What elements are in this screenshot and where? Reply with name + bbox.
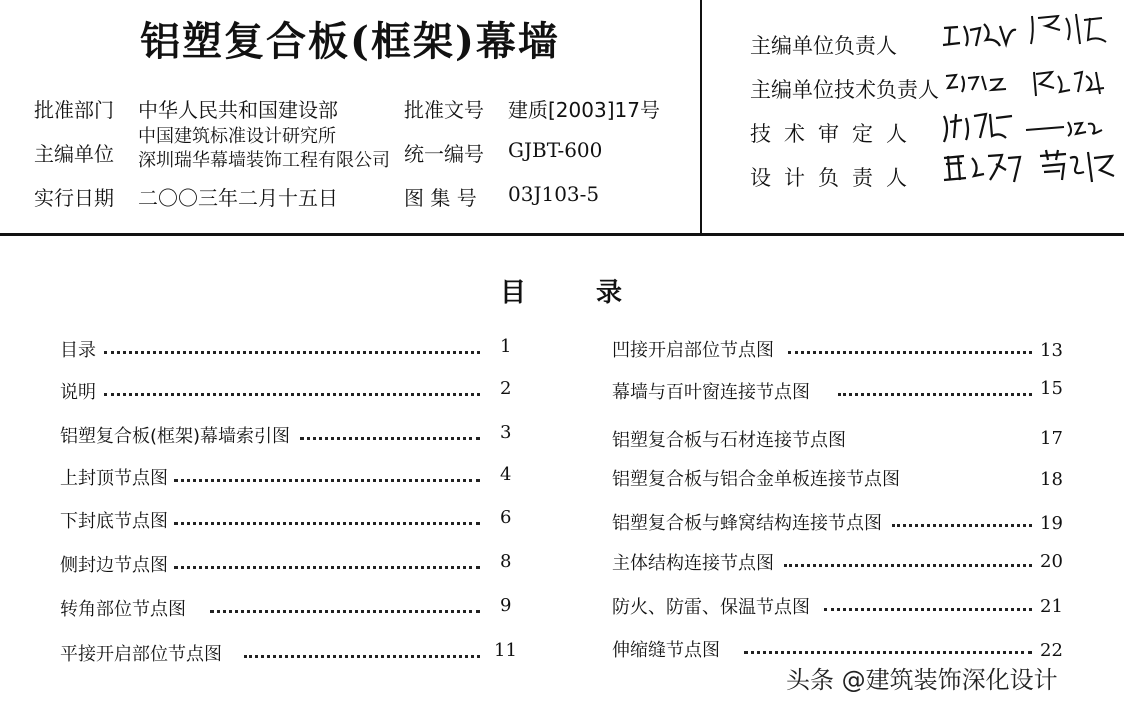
toc-leader-dots — [744, 651, 1032, 654]
toc-entry — [60, 640, 520, 668]
toc-entry-page: 3 — [500, 422, 512, 443]
approval-dept-label: 批准部门 — [34, 98, 114, 122]
toc-heading: 目录 — [500, 278, 693, 308]
toc-entry-page: 11 — [494, 640, 517, 661]
signature-image — [940, 150, 1026, 190]
toc-entry — [612, 465, 1072, 493]
atlas-no-value: 03J103-5 — [508, 182, 600, 206]
toc-entry-label: 伸缩缝节点图 — [612, 636, 726, 662]
toc-entry — [60, 336, 520, 364]
toc-entry-page: 8 — [500, 551, 512, 572]
toc-entry-label: 说明 — [60, 378, 102, 404]
toc-leader-dots — [300, 437, 480, 440]
approval-no-value: 建质[2003]17号 — [508, 98, 660, 122]
signature-image — [1028, 10, 1110, 50]
document-title: 铝塑复合板(框架)幕墙 — [140, 18, 560, 65]
unified-no-value: GJBT-600 — [508, 138, 603, 162]
toc-entry-page: 20 — [1040, 551, 1063, 572]
toc-entry-label: 铝塑复合板(框架)幕墙索引图 — [60, 422, 296, 448]
toc-entry-page: 9 — [500, 595, 512, 616]
toc-entry — [60, 464, 520, 492]
toc-leader-dots — [104, 351, 480, 354]
toc-entry-label: 上封顶节点图 — [60, 464, 174, 490]
toc-entry — [60, 422, 520, 450]
toc-leader-dots — [174, 566, 480, 569]
toc-entry — [612, 549, 1072, 577]
toc-entry-page: 15 — [1040, 378, 1063, 399]
signature-image — [1024, 114, 1106, 142]
toc-entry-page: 21 — [1040, 596, 1063, 617]
toc-entry-label: 平接开启部位节点图 — [60, 640, 228, 666]
toc-entry — [612, 509, 1072, 537]
effective-date-value: 二〇〇三年二月十五日 — [138, 186, 338, 210]
toc-entry-label: 主体结构连接节点图 — [612, 549, 780, 575]
chief-unit-label: 主编单位 — [34, 142, 114, 166]
header-vertical-divider — [700, 0, 702, 236]
toc-leader-dots — [912, 480, 1032, 483]
toc-entry — [612, 336, 1072, 364]
title-block — [0, 0, 1124, 237]
sig-role-4-label: 设计负责人 — [750, 166, 920, 190]
toc-entry — [60, 378, 520, 406]
toc-entry-label: 铝塑复合板与铝合金单板连接节点图 — [612, 465, 906, 491]
approval-no-label: 批准文号 — [404, 98, 484, 122]
toc-entry-label: 幕墙与百叶窗连接节点图 — [612, 378, 816, 404]
sig-role-2-label: 主编单位技术负责人 — [750, 78, 939, 102]
toc-entry-label: 防火、防雷、保温节点图 — [612, 593, 816, 619]
signature-image — [944, 70, 1014, 96]
atlas-no-label: 图 集 号 — [404, 186, 477, 210]
toc-entry-label: 凹接开启部位节点图 — [612, 336, 780, 362]
toc-entry-page: 22 — [1040, 640, 1063, 661]
sig-role-3-label: 技术审定人 — [750, 122, 920, 146]
toc-entry — [60, 595, 520, 623]
unified-no-label: 统一编号 — [404, 142, 484, 166]
toc-entry-page: 13 — [1040, 340, 1063, 361]
signature-image — [1036, 146, 1116, 188]
toc-leader-dots — [892, 524, 1032, 527]
toc-entry-page: 19 — [1040, 513, 1063, 534]
chief-unit-value-1: 中国建筑标准设计研究所 — [138, 126, 336, 147]
toc-entry-page: 6 — [500, 507, 512, 528]
toc-entry-label: 侧封边节点图 — [60, 551, 174, 577]
signature-image — [1030, 66, 1112, 100]
toc-leader-dots — [838, 393, 1032, 396]
toc-entry-label: 铝塑复合板与蜂窝结构连接节点图 — [612, 509, 888, 535]
chief-unit-value-2: 深圳瑞华幕墙装饰工程有限公司 — [138, 150, 390, 171]
toc-entry — [612, 593, 1072, 621]
toc-entry-page: 1 — [500, 336, 512, 357]
toc-leader-dots — [210, 610, 480, 613]
effective-date-label: 实行日期 — [34, 186, 114, 210]
signature-image — [940, 18, 1020, 52]
toc-entry-page: 18 — [1040, 469, 1063, 490]
toc-leader-dots — [824, 608, 1032, 611]
toc-entry — [612, 426, 1072, 454]
toc-leader-dots — [880, 441, 1032, 444]
toc-entry — [60, 507, 520, 535]
toc-entry-label: 转角部位节点图 — [60, 595, 192, 621]
toc-entry-page: 17 — [1040, 428, 1063, 449]
signature-image — [940, 108, 1020, 148]
toc-leader-dots — [784, 564, 1032, 567]
approval-dept-value: 中华人民共和国建设部 — [138, 98, 338, 122]
header-bottom-rule — [0, 233, 1124, 236]
watermark-text: 头条 @建筑装饰深化设计 — [786, 666, 1058, 694]
toc-leader-dots — [174, 522, 480, 525]
sig-role-1-label: 主编单位负责人 — [750, 34, 897, 58]
toc-leader-dots — [104, 393, 480, 396]
toc-entry-page: 4 — [500, 464, 512, 485]
toc-leader-dots — [174, 479, 480, 482]
toc-entry-page: 2 — [500, 378, 512, 399]
toc-entry — [612, 378, 1072, 406]
toc-entry-label: 下封底节点图 — [60, 507, 174, 533]
toc-entry-label: 铝塑复合板与石材连接节点图 — [612, 426, 852, 452]
toc-entry — [60, 551, 520, 579]
toc-entry-label: 目录 — [60, 336, 102, 362]
toc-leader-dots — [244, 655, 480, 658]
toc-leader-dots — [788, 351, 1032, 354]
